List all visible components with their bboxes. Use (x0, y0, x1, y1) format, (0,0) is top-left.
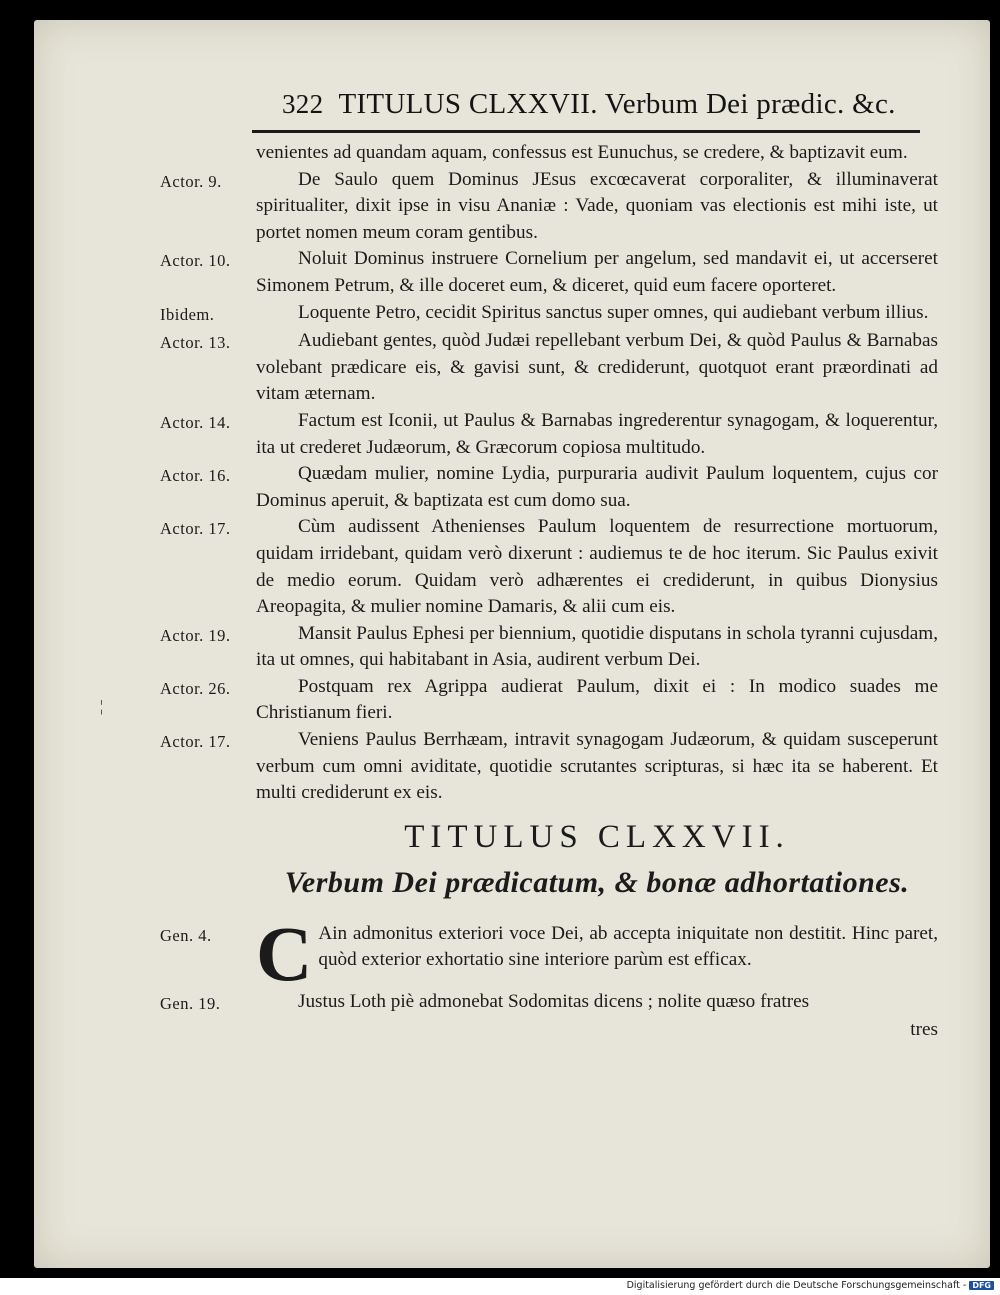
margin-reference: Actor. 9. (160, 171, 222, 191)
entry (160, 461, 938, 514)
section-entry (160, 989, 938, 1018)
entry-body: Cùm audissent Athenienses Paulum loquentem de resurrectione mortuorum, quidam irridebant, quidam verò dixerunt : audiemus te de hoc iterum. Sic Paulus exivit de medio eorum. Quidam verò adhærentes ei crediderunt, in quibus Dionysius Areopagita, & mulier nomine Damaris, & alii cum eis. (256, 516, 938, 618)
entry-text (256, 328, 938, 408)
entry-body: De Saulo quem Dominus JEsus excœcaverat corporaliter, & illuminaverat spiritualiter, dixit ipse in visu Ananiæ : Vade, quoniam vas electionis est mihi iste, ut portet nomen meum coram gentibus. (256, 168, 938, 243)
entry (160, 140, 938, 167)
entry-body: Audiebant gentes, quòd Judæi repellebant verbum Dei, & quòd Paulus & Barnabas volebant prædicare eis, & gavisi sunt, & crediderunt, quotquot erant præordinati ad vitam æternam. (256, 330, 938, 405)
entry-body: Factum est Iconii, ut Paulus & Barnabas ingrederentur synagogam, & loquerentur, ita ut crederet Judæorum, & Græcorum copiosa multitudo. (256, 409, 938, 458)
margin-mark: ¦ (100, 698, 104, 715)
margin-reference: Gen. 4. (160, 925, 212, 945)
catchword: tres (910, 1019, 938, 1041)
entry-body: Veniens Paulus Berrhæam, intravit synagogam Judæorum, & quidam susceperunt verbum cum omni aviditate, quotidie scrutantes scripturas, si hæc ita se haberent. Et multi crediderunt ex eis. (256, 729, 938, 804)
page-number: 322 (282, 89, 324, 119)
section-subheading: Verbum Dei prædicatum, & bonæ adhortationes. (284, 865, 910, 899)
entry-body: Ain admonitus exteriori voce Dei, ab accepta iniquitate non destitit. Hinc paret, quòd exterior exhortatio sine interiore parùm est efficax. (318, 922, 938, 971)
margin-reference: Actor. 16. (160, 466, 231, 486)
entry-text (256, 140, 938, 167)
entry (160, 328, 938, 408)
digitization-footer (627, 1280, 994, 1291)
entry-text (256, 246, 938, 299)
entry (160, 408, 938, 461)
margin-reference (160, 140, 256, 167)
section-entry (160, 909, 938, 997)
entry (160, 674, 938, 727)
margin-reference: Actor. 17. (160, 519, 231, 539)
entry-body: Mansit Paulus Ephesi per biennium, quotidie disputans in schola tyranni cujusdam, ita ut omnes, qui habitabant in Asia, audirent verbum Dei. (256, 622, 938, 671)
entry-text (256, 909, 938, 997)
entry-body: Justus Loth piè admonebat Sodomitas dicens ; nolite quæso fratres (298, 990, 810, 1012)
entry-text (256, 461, 938, 514)
margin-reference: Actor. 14. (160, 412, 231, 432)
margin-reference: Actor. 26. (160, 678, 231, 698)
entry-body: Quædam mulier, nomine Lydia, purpuraria audivit Paulum loquentem, cujus cor Dominus aperuit, & baptizata est cum domo sua. (256, 463, 938, 511)
running-header (282, 88, 922, 121)
entry-text (256, 621, 938, 674)
entry (160, 246, 938, 299)
entry-text (256, 989, 938, 1018)
section-heading: TITULUS CLXXVII. (404, 818, 790, 855)
margin-reference: Actor. 19. (160, 625, 231, 645)
entry (160, 621, 938, 674)
entry (160, 167, 938, 247)
entry-body: Noluit Dominus instruere Cornelium per angelum, sed mandavit ei, ut accerseret Simonem Petrum, & ille doceret eum, & diceret, quid eum facere oporteret. (256, 248, 938, 296)
entry (160, 514, 938, 620)
entry-text (256, 674, 938, 727)
entry (160, 300, 938, 329)
entry-body: Loquente Petro, cecidit Spiritus sanctus super omnes, qui audiebant verbum illius. (298, 301, 929, 323)
margin-reference: Ibidem. (160, 304, 215, 324)
entries-list (160, 140, 938, 807)
margin-reference: Actor. 17. (160, 732, 231, 752)
entry-text (256, 727, 938, 807)
entry-text (256, 408, 938, 461)
dfg-logo-icon: DFG (969, 1281, 994, 1290)
entry-body: venientes ad quandam aquam, confessus est Eunuchus, se credere, & baptizavit eum. (256, 142, 908, 163)
drop-capital: C (256, 909, 313, 997)
entry-text (256, 514, 938, 620)
entry-text (256, 167, 938, 247)
margin-reference: Actor. 10. (160, 251, 231, 271)
entry-text (256, 300, 938, 329)
header-rule (252, 130, 920, 133)
page-content (160, 140, 938, 1044)
entry-body: Postquam rex Agrippa audierat Paulum, dixit ei : In modico suades me Christianum fieri. (256, 675, 938, 724)
running-title: TITULUS CLXXVII. Verbum Dei prædic. &c. (338, 88, 896, 120)
margin-reference: Gen. 19. (160, 993, 221, 1013)
entry (160, 727, 938, 807)
margin-reference: Actor. 13. (160, 333, 231, 353)
footer-credit: Digitalisierung gefördert durch die Deutsche Forschungsgemeinschaft - (626, 1280, 967, 1291)
